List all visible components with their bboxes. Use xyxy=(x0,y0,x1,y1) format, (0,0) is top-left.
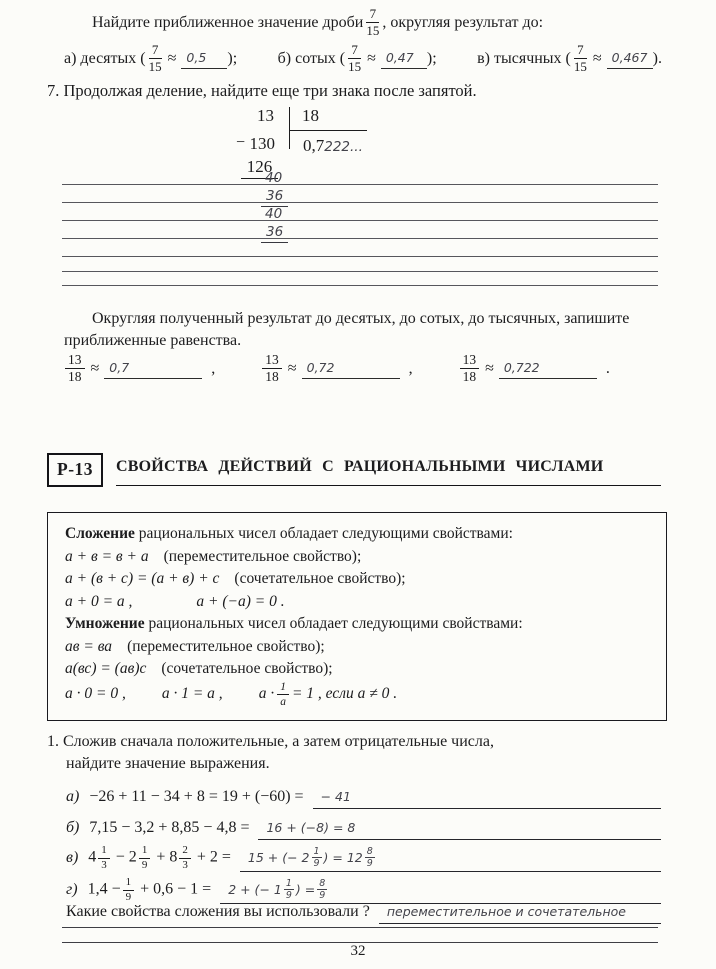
fraction-numerator: 13 xyxy=(65,353,85,369)
handwritten-answer xyxy=(247,846,377,870)
fraction-7-15 xyxy=(574,43,587,73)
property-note: (переместительное свойство); xyxy=(163,547,362,565)
property-note: (переместительное свойство); xyxy=(127,637,325,655)
ruled-line xyxy=(62,271,658,272)
fraction-numerator: 7 xyxy=(348,43,361,59)
fraction-denominator: а xyxy=(280,695,286,708)
expr-text: 4 xyxy=(88,848,97,866)
expr-text: + 0,6 − 1 = xyxy=(136,880,212,898)
fraction-denominator: 9 xyxy=(141,858,148,871)
fraction-numerator: 1 xyxy=(123,877,135,891)
fraction-denominator: 9 xyxy=(366,858,373,870)
multiplication-word: Умножение xyxy=(65,615,145,632)
fraction-8-9 xyxy=(317,879,327,901)
fraction-numerator: 1 xyxy=(98,845,110,859)
part-a-label: а) десятых ( xyxy=(64,49,146,67)
item-expression: 7,15 − 3,2 + 8,85 − 4,8 = xyxy=(89,819,250,836)
answer-blank xyxy=(181,49,227,69)
division-subtrahend-126: 126 xyxy=(241,157,278,179)
answer-blank xyxy=(607,49,653,69)
part-a xyxy=(64,43,237,73)
fraction-denominator: 18 xyxy=(265,369,279,385)
approx-sign: ≈ xyxy=(592,49,602,67)
statement-text-after: , округляя результат до: xyxy=(382,13,544,31)
handwritten-answer: 0,47 xyxy=(385,49,414,65)
formula: а · 0 = 0 , xyxy=(65,684,126,702)
item-label: а) xyxy=(66,788,80,805)
fraction-numerator: 1 xyxy=(285,878,292,890)
division-subtrahend-36-1: 36 xyxy=(261,188,288,207)
fraction-numerator: 13 xyxy=(262,353,282,369)
task-statement xyxy=(64,6,662,39)
division-divisor: 18 xyxy=(302,106,319,125)
expr-text: − 2 xyxy=(111,848,137,866)
multiplication-commutative xyxy=(65,636,650,659)
handwritten-answer: − 41 xyxy=(320,789,351,804)
exercise1-title-line2: найдите значение выражения. xyxy=(66,755,270,772)
division-horizontal-line xyxy=(289,130,367,131)
formula: = 1 , если а ≠ 0 . xyxy=(291,684,398,702)
equality-thousandths xyxy=(457,353,610,384)
fraction-numerator: 1 xyxy=(313,846,320,858)
answer-blank xyxy=(381,49,427,69)
task-parts xyxy=(64,42,662,75)
addition-heading xyxy=(65,523,650,546)
fraction-denominator: 15 xyxy=(348,59,362,74)
property-note: (сочетательное свойство); xyxy=(234,570,406,587)
ruled-line xyxy=(62,238,658,239)
fraction-denominator: 9 xyxy=(125,890,132,903)
fraction-numerator: 8 xyxy=(319,878,326,890)
page-number: 32 xyxy=(350,943,366,959)
addition-identities xyxy=(65,591,650,614)
division-dividend: 13 xyxy=(257,106,274,125)
item-expression xyxy=(88,877,212,903)
answer-blank xyxy=(104,359,202,379)
fraction-numerator: 1 xyxy=(139,845,151,859)
separator: , xyxy=(211,359,216,377)
hand-text: ) = 12 xyxy=(323,849,363,865)
formula: а + в = в + а xyxy=(65,547,149,565)
fraction-7-15 xyxy=(366,7,379,37)
long-division xyxy=(236,106,411,248)
equality-tenths xyxy=(62,353,215,384)
ruled-line xyxy=(62,256,658,257)
fraction-denominator: 9 xyxy=(319,890,326,902)
item-expression xyxy=(88,845,231,871)
addition-word: Сложение xyxy=(65,525,135,542)
fraction-denominator: 18 xyxy=(68,369,82,385)
ruled-line xyxy=(62,202,658,203)
answer-line xyxy=(240,847,661,872)
fraction-numerator: 8 xyxy=(366,846,373,858)
fraction-numerator: 1 xyxy=(277,681,289,695)
fraction-1-9 xyxy=(139,845,151,871)
hand-text: 15 + (− 2 xyxy=(247,849,310,865)
approx-sign: ≈ xyxy=(167,49,177,67)
expr-text: 1,4 − xyxy=(87,880,121,898)
multiplication-heading-rest: рациональных чисел обладает следующими свойствами: xyxy=(144,615,523,632)
separator: , xyxy=(408,359,413,377)
part-b-close: ); xyxy=(426,49,437,67)
part-v-label: в) тысячных ( xyxy=(477,49,571,67)
formula: а · xyxy=(258,684,275,702)
fraction-1-9 xyxy=(284,879,294,901)
task7-title: 7. Продолжая деление, найдите еще три знака после запятой. xyxy=(47,81,477,100)
handwritten-answer: 0,5 xyxy=(186,49,207,65)
fraction-13-18 xyxy=(262,353,282,384)
division-remainder-40-1: 40 xyxy=(265,170,283,186)
division-subtrahend-36-2: 36 xyxy=(261,224,288,243)
multiplication-associative xyxy=(65,658,650,681)
handwritten-answer: 0,72 xyxy=(306,359,335,375)
addition-commutative xyxy=(65,546,650,569)
ruled-line xyxy=(62,285,658,286)
part-v xyxy=(477,43,662,73)
fraction-numerator: 7 xyxy=(366,7,379,23)
answer-line xyxy=(220,879,661,904)
fraction-denominator: 9 xyxy=(285,890,292,902)
item-label: г) xyxy=(66,880,78,898)
expr-text: + 2 = xyxy=(192,848,231,866)
fraction-denominator: 18 xyxy=(462,369,477,385)
fraction-13-18 xyxy=(460,353,480,384)
ruled-line xyxy=(62,220,658,221)
quotient-handwritten: 222... xyxy=(324,139,363,155)
approx-sign: ≈ xyxy=(287,359,297,377)
fraction-1-3 xyxy=(98,845,110,871)
approx-sign: ≈ xyxy=(367,49,376,67)
fraction-13-18 xyxy=(65,353,85,384)
formula: а · 1 = а , xyxy=(161,684,223,702)
expr-text: + 8 xyxy=(152,848,178,866)
fraction-denominator: 15 xyxy=(573,59,587,74)
approx-sign: ≈ xyxy=(485,359,494,377)
handwritten-answer: 0,467 xyxy=(611,49,648,65)
hand-text: ) = xyxy=(295,881,316,897)
statement-text: Найдите приближенное значение дроби xyxy=(92,13,364,31)
exercise-item-a xyxy=(66,788,661,809)
item-label: в) xyxy=(66,848,79,866)
exercise-item-b xyxy=(66,819,661,840)
fraction-7-15 xyxy=(149,43,162,73)
addition-associative xyxy=(65,568,650,591)
part-b-label: б) сотых ( xyxy=(277,49,346,67)
handwritten-answer: 16 + (−8) = 8 xyxy=(266,820,356,835)
answer-blank xyxy=(302,359,400,379)
item-label: б) xyxy=(66,819,80,836)
properties-box xyxy=(47,512,667,721)
division-vertical-line xyxy=(289,107,290,149)
rounding-task xyxy=(64,6,662,75)
division-step-130: 130 xyxy=(249,134,275,153)
fraction-denominator: 9 xyxy=(313,858,320,870)
fraction-numerator: 2 xyxy=(179,845,191,859)
formula: а(вс) = (ав)с xyxy=(65,660,147,677)
fraction-denominator: 3 xyxy=(182,858,188,871)
formula: а + 0 = а , xyxy=(65,592,133,610)
approx-sign: ≈ xyxy=(90,359,100,377)
ruled-line xyxy=(62,184,658,185)
fraction-denominator: 15 xyxy=(366,23,380,38)
division-minus-sign: − xyxy=(236,134,246,151)
formula: а + (в + с) = (а + в) + с xyxy=(65,570,220,587)
answer-line xyxy=(379,903,661,924)
fraction-numerator: 13 xyxy=(460,353,480,369)
fraction-1-9 xyxy=(312,847,322,869)
fraction-8-9 xyxy=(365,847,375,869)
division-quotient xyxy=(303,136,363,156)
fraction-numerator: 7 xyxy=(149,43,162,59)
property-note: (сочетательное свойство); xyxy=(161,660,333,677)
fraction-1-over-a xyxy=(277,681,289,708)
equality-hundredths xyxy=(259,353,412,384)
answer-line xyxy=(313,788,661,809)
answer-line xyxy=(258,819,661,840)
rounding-instruction: Округляя полученный результат до десятых, до сотых, до тысячных, запишите приближенные равенства. xyxy=(64,310,630,349)
exercise-item-g xyxy=(66,877,661,904)
part-b xyxy=(278,43,437,73)
fraction-denominator: 15 xyxy=(148,59,162,74)
quotient-printed: 0,7 xyxy=(303,136,325,155)
handwritten-answer: 0,7 xyxy=(109,359,130,375)
addition-heading-rest: рациональных чисел обладает следующими свойствами: xyxy=(134,525,513,542)
fraction-7-15 xyxy=(348,43,361,73)
formula: ав = ва xyxy=(65,637,113,655)
hand-text: 2 + (− 1 xyxy=(228,881,282,897)
fraction-numerator: 7 xyxy=(574,43,587,59)
formula: а + (−а) = 0 . xyxy=(196,592,285,610)
section-code-box: Р-13 xyxy=(47,453,103,487)
fraction-1-9 xyxy=(123,877,135,903)
section-header xyxy=(47,453,661,487)
multiplication-identities xyxy=(65,681,650,708)
handwritten-answer: переместительное и сочетательное xyxy=(386,904,627,919)
section-title: СВОЙСТВА ДЕЙСТВИЙ С РАЦИОНАЛЬНЫМИ ЧИСЛАМИ xyxy=(116,453,661,486)
item-expression: −26 + 11 − 34 + 8 = 19 + (−60) = xyxy=(89,788,304,805)
separator: . xyxy=(605,359,610,377)
handwritten-answer xyxy=(228,878,329,902)
question-row xyxy=(66,903,661,924)
part-a-close: ); xyxy=(227,49,238,67)
fraction-denominator: 3 xyxy=(101,858,107,871)
approx-equalities xyxy=(62,353,610,384)
exercise-item-v xyxy=(66,845,661,872)
part-v-close: ). xyxy=(652,49,662,67)
fraction-2-3 xyxy=(179,845,191,871)
handwritten-answer: 0,722 xyxy=(503,359,540,375)
division-remainder-40-2: 40 xyxy=(265,206,283,222)
question-text: Какие свойства сложения вы использовали ? xyxy=(66,903,370,920)
multiplication-heading xyxy=(65,613,650,636)
ruled-line xyxy=(62,927,658,928)
exercise1-title-line1: 1. Сложив сначала положительные, а затем отрицательные числа, xyxy=(47,733,494,750)
answer-blank xyxy=(499,359,597,379)
